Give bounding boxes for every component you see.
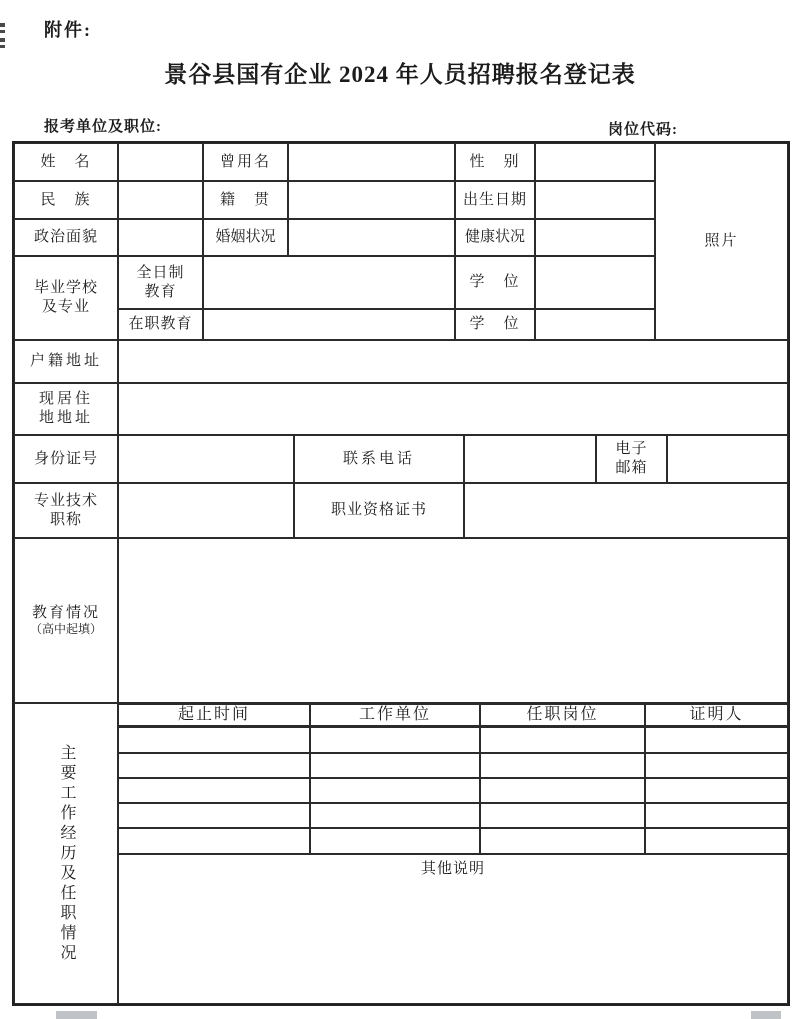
current-addr-label: [14, 383, 118, 435]
work-row-cell: [480, 727, 645, 753]
name-label: 姓 名: [14, 143, 118, 181]
scan-artifact-dot: [0, 30, 5, 33]
id-number-label: 身份证号: [14, 435, 118, 483]
native-place-label: 籍 贯: [203, 181, 288, 219]
political-value-cell: [118, 219, 203, 256]
onjob-edu-value-cell: [203, 309, 455, 340]
scan-artifact-dot: [0, 23, 5, 27]
ethnic-value-cell: [118, 181, 203, 219]
prof-title-label: [14, 483, 118, 538]
work-header-employer: 工作单位: [310, 703, 480, 727]
fulltime-edu-label: [118, 256, 203, 309]
qualification-value-cell: [464, 483, 788, 538]
work-row-cell: [310, 828, 480, 854]
health-value-cell: [535, 219, 655, 256]
other-notes-cell: [118, 854, 788, 1004]
qualification-label: 职业资格证书: [294, 483, 464, 538]
school-label-line2: 及专业: [41, 299, 90, 315]
household-addr-value-cell: [118, 340, 788, 383]
other-notes-label: 其他说明: [420, 861, 485, 877]
work-header-position: 任职岗位: [480, 703, 645, 727]
post-code-label: 岗位代码:: [608, 122, 678, 138]
household-addr-label: 户籍地址: [14, 340, 118, 383]
political-label: 政治面貌: [14, 219, 118, 256]
former-name-label: 曾用名: [203, 143, 288, 181]
school-label: [14, 256, 118, 340]
birth-date-value-cell: [535, 181, 655, 219]
current-addr-label-line1: 现居住: [38, 391, 93, 408]
page-title: 景谷县国有企业 2024 年人员招聘报名登记表: [164, 62, 636, 87]
native-place-value-cell: [288, 181, 455, 219]
work-row-cell: [310, 727, 480, 753]
scan-artifact-dot: [0, 38, 5, 42]
work-row-cell: [310, 778, 480, 803]
education-label: [14, 538, 118, 703]
work-row-cell: [118, 778, 310, 803]
id-number-value-cell: [118, 435, 294, 483]
work-row-cell: [645, 778, 788, 803]
work-experience-side-text: 主要工作经历及任职情况: [58, 743, 75, 964]
work-header-period: 起止时间: [118, 703, 310, 727]
work-row-cell: [645, 803, 788, 828]
former-name-value-cell: [288, 143, 455, 181]
phone-value-cell: [464, 435, 596, 483]
prof-title-value-cell: [118, 483, 294, 538]
work-experience-side-label: [14, 703, 118, 1004]
education-label-line2: （高中起填）: [29, 622, 102, 637]
fulltime-edu-value-cell: [203, 256, 455, 309]
education-value-cell: [118, 538, 788, 703]
photo-cell: 照片: [655, 143, 788, 340]
work-row-cell: [645, 753, 788, 778]
work-row-cell: [310, 753, 480, 778]
work-row-cell: [645, 828, 788, 854]
marital-value-cell: [288, 219, 455, 256]
degree-value-cell-2: [535, 309, 655, 340]
work-row-cell: [310, 803, 480, 828]
scan-artifact-dot: [0, 45, 5, 48]
prof-title-label-line1: 专业技术: [33, 492, 98, 509]
work-row-cell: [118, 753, 310, 778]
work-row-cell: [480, 803, 645, 828]
school-label-line1: 毕业学校: [33, 280, 98, 297]
fulltime-edu-label-line1: 全日制: [136, 264, 185, 281]
fulltime-edu-label-line2: 教育: [144, 283, 177, 300]
current-addr-value-cell: [118, 383, 788, 435]
work-row-cell: [480, 753, 645, 778]
gender-label: 性 别: [455, 143, 535, 181]
work-row-cell: [118, 727, 310, 753]
health-label: 健康状况: [455, 219, 535, 256]
degree-label-1: 学 位: [455, 256, 535, 309]
degree-value-cell-1: [535, 256, 655, 309]
email-label: [596, 435, 667, 483]
degree-label-2: 学 位: [455, 309, 535, 340]
prof-title-label-line2: 职称: [49, 511, 82, 528]
marital-label: 婚姻状况: [203, 219, 288, 256]
work-row-cell: [118, 803, 310, 828]
onjob-edu-label: 在职教育: [118, 309, 203, 340]
education-label-line1: 教育情况: [31, 604, 100, 621]
ethnic-label: 民 族: [14, 181, 118, 219]
name-value-cell: [118, 143, 203, 181]
phone-label: 联系电话: [294, 435, 464, 483]
apply-unit-label: 报考单位及职位:: [44, 119, 162, 135]
birth-date-label: 出生日期: [455, 181, 535, 219]
email-label-line2: 邮箱: [615, 460, 648, 476]
work-header-reference: 证明人: [645, 703, 788, 727]
gender-value-cell: [535, 143, 655, 181]
attachment-label: 附件:: [44, 20, 92, 40]
current-addr-label-line2: 地地址: [38, 410, 93, 426]
work-row-cell: [480, 778, 645, 803]
work-row-cell: [480, 828, 645, 854]
work-row-cell: [118, 828, 310, 854]
email-label-line1: 电子: [615, 441, 648, 458]
work-row-cell: [645, 727, 788, 753]
email-value-cell: [667, 435, 788, 483]
